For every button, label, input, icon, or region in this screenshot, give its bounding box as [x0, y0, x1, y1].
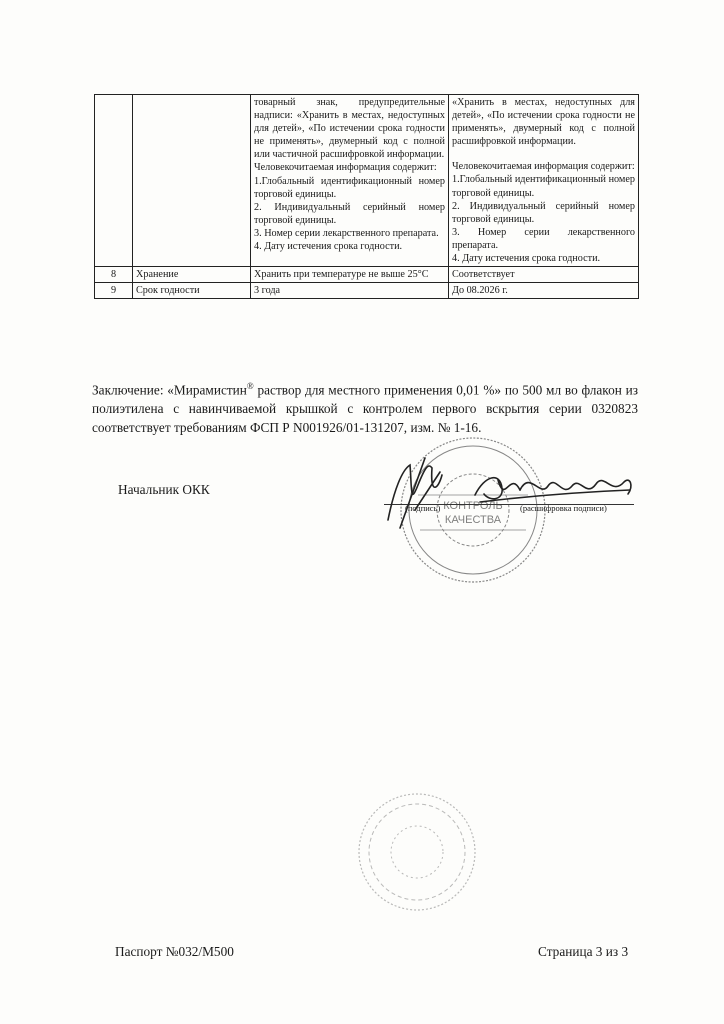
signature-decode-caption: (расшифровка подписи) [520, 503, 607, 513]
result-item-1: 1.Глобальный идентификационный номер торговой единицы. [452, 174, 635, 199]
result-text: «Хранить в местах, недоступных для детей», «По истечении срока годности не применять», двумерный код с полной расшифровкой информации. [452, 97, 635, 148]
table-row-continuation [95, 95, 639, 267]
table-row [95, 283, 639, 299]
signature-caption: (подпись) [405, 503, 441, 513]
passport-number: Паспорт №032/М500 [115, 944, 234, 959]
handwritten-signature-icon [380, 450, 640, 530]
requirement-readable-intro: Человекочитаемая информация содержит: [254, 162, 437, 174]
row-result: Соответствует [449, 267, 639, 283]
requirement-item-3: 3. Номер серии лекарственного препарата. [254, 227, 439, 239]
row-requirement: Хранить при температуре не выше 25°C [251, 267, 449, 283]
requirement-cell [251, 95, 449, 267]
requirement-item-4: 4. Дату истечения срока годности. [254, 241, 403, 253]
conclusion-text-end: раствор для местного применения 0,01 %» по 500 мл во флакон из полиэтилена с навинчиваемой крышкой с контролем первого вскрытия серии 0320823 соответствует требованиям ФСП Р N001926/01-131207, изм. № 1-16. [92, 382, 638, 436]
row-num: 8 [95, 267, 133, 283]
result-item-3: 3. Номер серии лекарственного препарата. [452, 226, 635, 251]
registered-mark: ® [246, 381, 254, 391]
svg-text:КАЧЕСТВА: КАЧЕСТВА [444, 514, 502, 526]
head-of-qc-title: Начальник ОКК [118, 482, 210, 497]
requirement-text: товарный знак, предупредительные надписи: «Хранить в местах, недоступных для детей», «По истечении срока годности не применять», двумерный код с полной или частичной расшифровкой информации. [254, 97, 445, 161]
conclusion-label: Заключение [92, 382, 160, 398]
result-item-2: 2. Индивидуальный серийный номер торговой единицы. [452, 200, 635, 225]
svg-text:КОНТРОЛЬ: КОНТРОЛЬ [443, 500, 503, 512]
row-num: 9 [95, 283, 133, 299]
result-item-4: 4. Дату истечения срока годности. [452, 253, 601, 265]
row-name: Срок годности [133, 283, 251, 299]
table-row [95, 267, 639, 283]
conclusion-paragraph [92, 377, 638, 437]
conclusion-text-start: : «Мирамистин [159, 382, 247, 398]
lower-stamp-icon [355, 790, 480, 915]
page-number: Страница 3 из 3 [538, 944, 629, 959]
row-result: До 08.2026 г. [449, 283, 639, 299]
row-requirement: 3 года [251, 283, 449, 299]
requirement-item-2: 2. Индивидуальный серийный номер торговой единицы. [254, 201, 445, 226]
row-num-cell [95, 95, 133, 267]
spec-table [94, 94, 639, 299]
result-readable-intro: Человекочитаемая информация содержит: [452, 161, 635, 173]
row-name: Хранение [133, 267, 251, 283]
requirement-item-1: 1.Глобальный идентификационный номер торговой единицы. [254, 175, 445, 200]
row-name-cell [133, 95, 251, 267]
result-cell [449, 95, 639, 267]
